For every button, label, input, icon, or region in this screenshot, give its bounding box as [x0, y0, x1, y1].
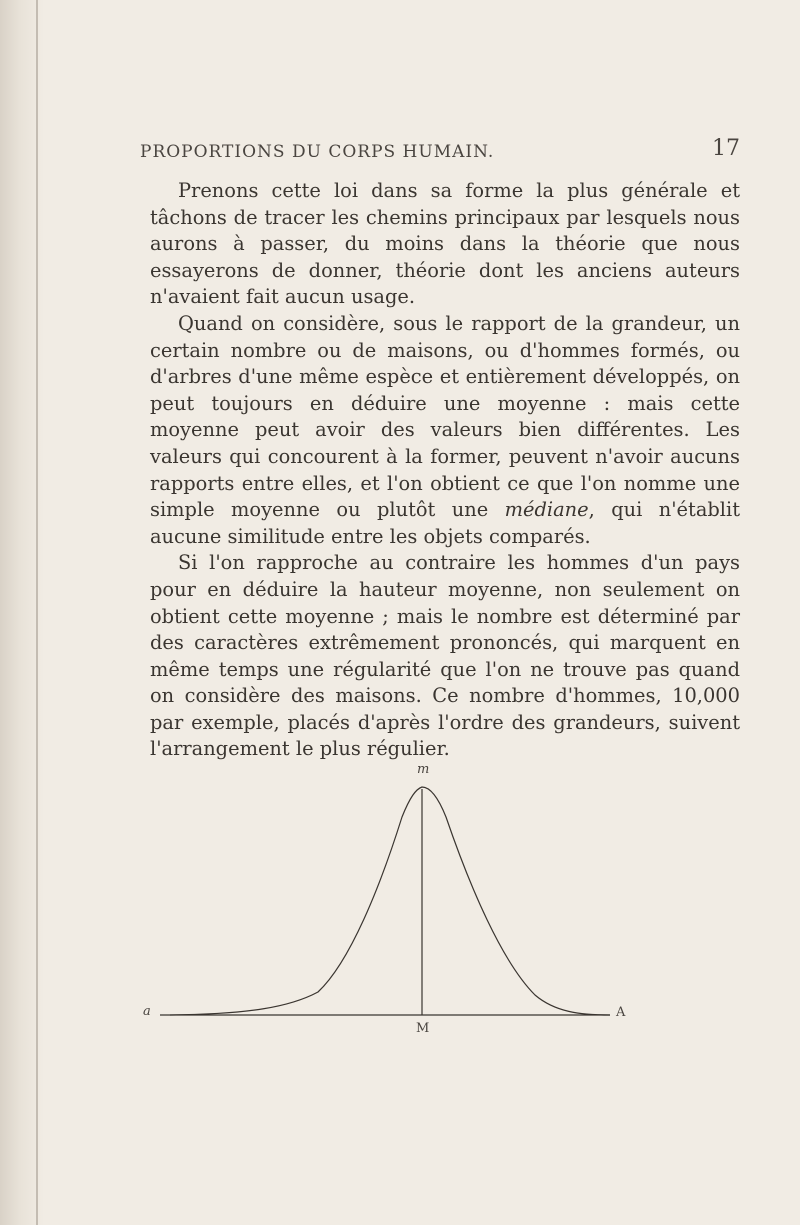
- label-A: A: [616, 1005, 626, 1020]
- label-m: m: [417, 762, 430, 777]
- paragraph-2-text-end: , qui n'établit aucune similitude entre les objets comparés.: [150, 498, 740, 548]
- mediane-emphasis: médiane: [504, 498, 589, 522]
- paragraph-1-text: Prenons cette loi dans sa forme la plus générale et tâchons de tracer les chemins principaux par lesquels nous aurons à passer, du moins dans la théorie que nous essayerons de donner, théorie dont les anciens auteurs n'avaient fait aucun usage.: [150, 179, 740, 309]
- body-text: [150, 178, 740, 763]
- paragraph-3: [150, 550, 740, 763]
- curve-diagram: [140, 767, 740, 1057]
- binomial-curve-figure: [140, 762, 740, 1057]
- running-title: PROPORTIONS DU CORPS HUMAIN.: [140, 142, 495, 162]
- page-header: [140, 138, 740, 168]
- paragraph-2: [150, 311, 740, 550]
- paragraph-2-text: Quand on considère, sous le rapport de la grandeur, un certain nombre ou de maisons, ou d'hommes formés, ou d'arbres d'une même espèce et entièrement développés, on peut toujours en déduire une moyenne : mais cette moyenne peut avoir des valeurs bien différentes. Les valeurs qui concourent à la former, peuvent n'avoir aucuns rapports entre elles, et l'on obtient ce que l'on nomme une simple moyenne ou plutôt une: [150, 311, 740, 522]
- label-M: M: [416, 1021, 430, 1036]
- paragraph-1: [150, 178, 740, 311]
- bell-curve: [170, 787, 610, 1015]
- paragraph-3-text: Si l'on rapproche au contraire les hommes d'un pays pour en déduire la hauteur moyenne, non seulement on obtient cette moyenne ; mais le nombre est déterminé par des caractères extrêmement prononcés, qui marquent en même temps une régularité que l'on ne trouve pas quand on considère des maisons. Ce nombre d'hommes, 10,000 par exemple, placés d'après l'ordre des grandeurs, suivent l'arrangement le plus régulier.: [150, 551, 740, 761]
- page-number: 17: [712, 136, 740, 161]
- label-a: a: [143, 1004, 151, 1019]
- binding-edge: [36, 0, 38, 1225]
